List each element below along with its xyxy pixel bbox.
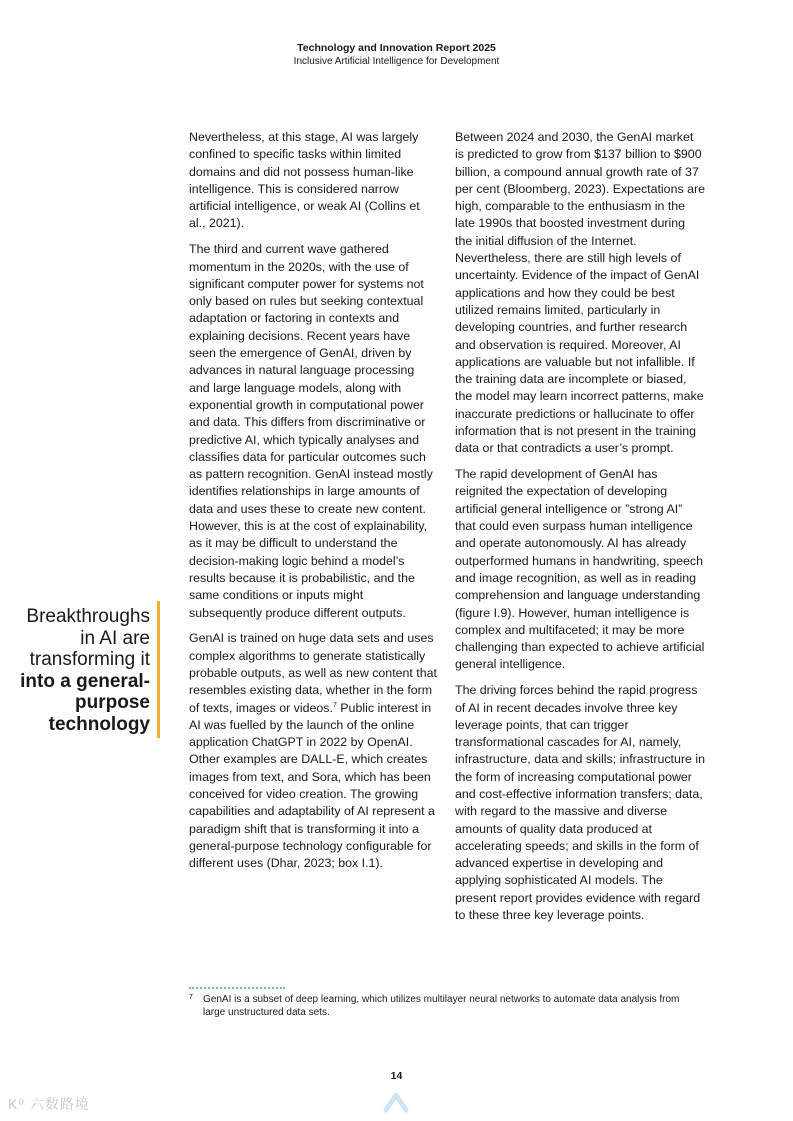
page-number: 14 bbox=[390, 1070, 403, 1082]
pull-quote-line-6: technology bbox=[48, 713, 150, 735]
left-paragraph-3-text-a: GenAI is trained on huge data sets and uses complex algorithms to generate statistically probable outputs, as well as new content that resembles existing data, whether in the form of texts, images or videos. bbox=[189, 631, 437, 715]
right-paragraph-2: The rapid development of GenAI has reignited the expectation of developing artificial general intelligence or ”strong AI” that could even surpass human intelligence and operate autonomously. AI has already outperformed humans in handwriting, speech and image recognition, as well as in reading comprehension and language understanding (figure I.9). However, human intelligence is complex and multifaceted; it may be more challenging than expected to achieve artificial general intelligence. bbox=[455, 467, 705, 672]
pull-quote-line-3: transforming it bbox=[29, 649, 150, 670]
footnote-reference[interactable]: 7 bbox=[332, 701, 337, 709]
footnote-number: 7 bbox=[189, 994, 193, 1001]
right-paragraph-3: The driving forces behind the rapid progress of AI in recent decades involve three key leverage points, that can trigger transformational cascades for AI, namely, infrastructure, data and skills; infrastructure in the form of increasing computational power and cost-effective information transfers; data, with regard to the massive and diverse amounts of quality data produced at accelerating speeds; and skills in the form of advanced expertise in developing and applying sophisticated AI models. The present report provides evidence with regard to these three key leverage points. bbox=[455, 683, 705, 923]
footnote-divider bbox=[189, 987, 285, 989]
pull-quote-line-5: purpose bbox=[75, 692, 150, 713]
left-paragraph-2: The third and current wave gathered momentum in the 2020s, with the use of significant computer power for systems not only based on rules but seeking contextual adaptation or factoring in contexts and explaining decisions. Recent years have seen the emergence of GenAI, driven by advances in natural language processing and large language models, along with exponential growth in computational power and data. This differs from discriminative or predictive AI, which typically analyses and classifies data for particular outcomes such as pattern recognition. GenAI instead mostly identifies relationships in large amounts of data and uses these to create new content. However, this is at the cost of explainability, as it may be difficult to understand the decision-making logic behind a model’s results because it is probabilistic, and the same conditions or inputs might subsequently produce different outputs. bbox=[189, 242, 433, 620]
up-chevron-icon[interactable] bbox=[383, 1090, 409, 1114]
page-header bbox=[0, 42, 793, 68]
pull-quote-line-1: Breakthroughs bbox=[26, 606, 150, 627]
right-paragraph-1: Between 2024 and 2030, the GenAI market is predicted to grow from $137 billion to $900 billion, a compound annual growth rate of 37 per cent (Bloomberg, 2023). Expectations are high, comparable to the enthusiasm in the late 1990s that boosted investment during the initial diffusion of the Internet. Nevertheless, there are still high levels of uncertainty. Evidence of the impact of GenAI applications and how they could be best utilized remains limited, particularly in developing countries, and further research and observation is required. Moreover, AI applications are valuable but not infallible. If the training data are incomplete or biased, the model may learn incorrect patterns, make inaccurate predictions or hallucinate to offer information that is not present in the training data or that contradicts a user’s prompt. bbox=[455, 130, 706, 456]
left-paragraph-1: Nevertheless, at this stage, AI was largely confined to specific tasks within limited domains and did not possess human-like intelligence. This is considered narrow artificial intelligence, or weak AI (Collins et al., 2021). bbox=[189, 130, 420, 231]
pull-quote-line-4: into a general- bbox=[20, 670, 150, 692]
left-column bbox=[189, 129, 437, 881]
pull-quote-accent-bar bbox=[157, 601, 160, 738]
footnote-text: GenAI is a subset of deep learning, which utilizes multilayer neural networks to automate data analysis from large unstructured data sets. bbox=[203, 994, 680, 1018]
left-paragraph-3 bbox=[189, 630, 437, 872]
right-column bbox=[455, 129, 705, 933]
pull-quote bbox=[10, 606, 150, 735]
watermark: K⁰ 六数路境 bbox=[8, 1096, 90, 1112]
report-subtitle: Inclusive Artificial Intelligence for Development bbox=[293, 56, 500, 67]
pull-quote-line-2: in AI are bbox=[80, 627, 150, 649]
report-title: Technology and Innovation Report 2025 bbox=[297, 42, 496, 54]
left-paragraph-3-text-b: Public interest in AI was fuelled by the launch of the online application ChatGPT in 2022 by OpenAI. Other examples are DALL-E, which creates images from text, and Sora, which has been conceived for video creation. The growing capabilities and adaptability of AI represent a paradigm shift that is transforming it into a general-purpose technology configurable for different uses (Dhar, 2023; box I.1). bbox=[189, 700, 435, 871]
footnote bbox=[189, 993, 704, 1019]
